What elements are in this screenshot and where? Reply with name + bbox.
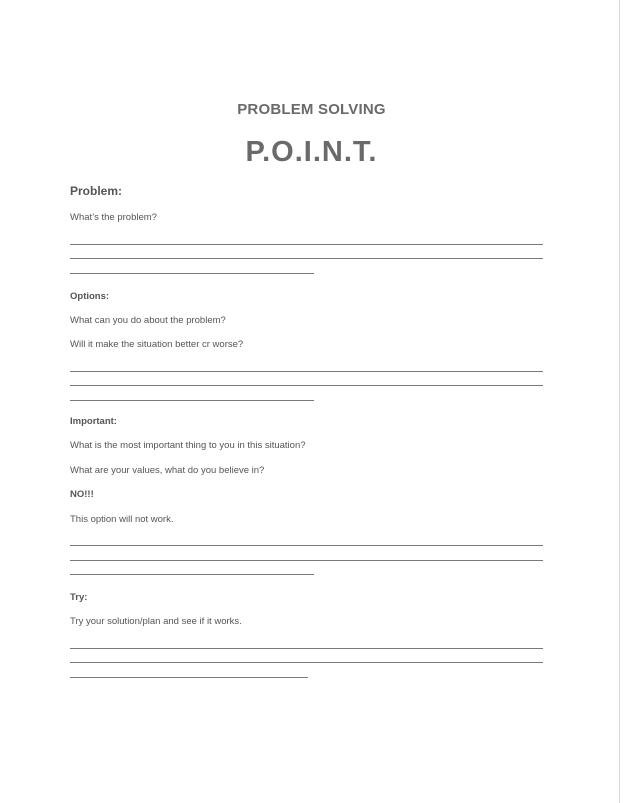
no-prompt: This option will not work. xyxy=(70,514,174,525)
options-heading: Options: xyxy=(70,291,110,302)
try-prompt: Try your solution/plan and see if it works. xyxy=(70,616,242,627)
try-answer-line-3 xyxy=(70,677,308,678)
no-answer-line-3 xyxy=(70,574,314,575)
options-prompt-2: Will it make the situation better cr worse? xyxy=(70,339,244,350)
no-answer-line-2 xyxy=(70,560,543,561)
options-answer-line-1 xyxy=(70,371,543,372)
no-heading: NO!!! xyxy=(70,489,94,500)
try-answer-line-1 xyxy=(70,648,543,649)
important-prompt-2: What are your values, what do you believe in? xyxy=(70,465,265,476)
try-heading: Try: xyxy=(70,592,88,603)
try-answer-line-2 xyxy=(70,662,543,663)
page-edge xyxy=(619,0,620,803)
no-answer-line-1 xyxy=(70,545,543,546)
important-prompt-1: What is the most important thing to you in this situation? xyxy=(70,440,306,451)
problem-prompt: What’s the problem? xyxy=(70,212,157,223)
options-answer-line-3 xyxy=(70,400,314,401)
worksheet-header: PROBLEM SOLVING xyxy=(237,101,386,118)
problem-answer-line-3 xyxy=(70,273,314,274)
options-prompt-1: What can you do about the problem? xyxy=(70,315,226,326)
worksheet-title: P.O.I.N.T. xyxy=(245,136,378,168)
options-answer-line-2 xyxy=(70,385,543,386)
problem-answer-line-2 xyxy=(70,258,543,259)
problem-answer-line-1 xyxy=(70,244,543,245)
problem-heading: Problem: xyxy=(70,184,123,198)
important-heading: Important: xyxy=(70,416,117,427)
